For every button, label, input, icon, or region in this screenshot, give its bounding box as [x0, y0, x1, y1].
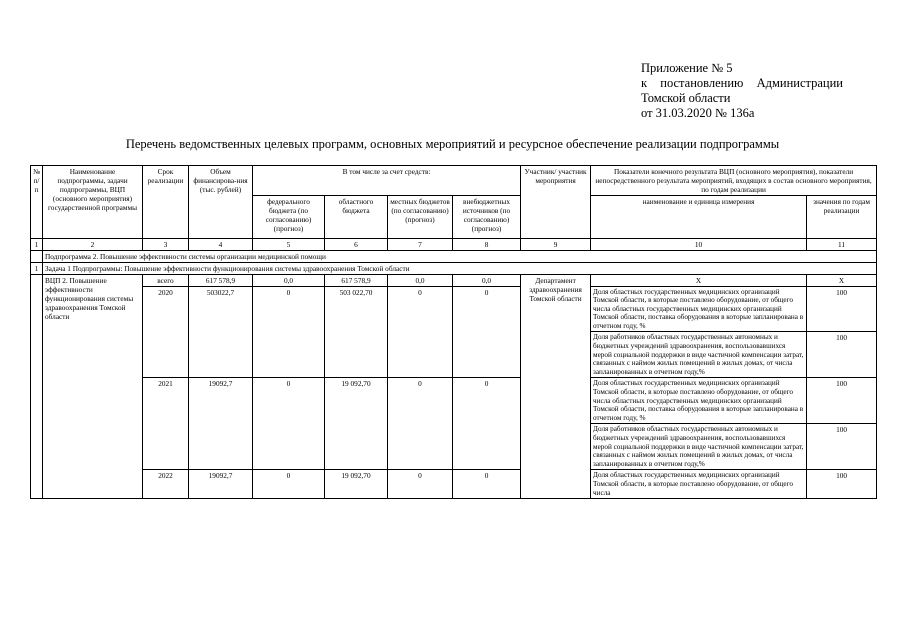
- document-title: Перечень ведомственных целевых программ, основных мероприятий и ресурсное обеспечение реализации подпрограммы: [125, 137, 780, 151]
- indicator-value: 100: [807, 424, 877, 470]
- appendix-line-3: Томской области: [641, 91, 731, 105]
- program-participant: Департамент здравоохранения Томской области: [521, 274, 591, 499]
- col-number: 1: [31, 238, 43, 250]
- appendix-word-decree: постановлению: [660, 76, 744, 90]
- header-ind-name: наименование и единица измерения: [591, 196, 807, 217]
- program-num: [31, 274, 43, 499]
- total-extra: 0,0: [453, 274, 521, 286]
- programs-table: [30, 165, 877, 499]
- year-local: 0: [388, 378, 453, 470]
- program-name: ВЦП 2. Повышение эффективности функционирования системы здравоохранения Томской области: [43, 274, 143, 499]
- year-federal: 0: [253, 470, 325, 499]
- year-term: 2021: [143, 378, 189, 470]
- header-federal: федерального бюджета (по согласованию) (прогноз): [253, 196, 325, 239]
- header-including: В том числе за счет средств:: [253, 166, 521, 196]
- col-number: 3: [143, 238, 189, 250]
- indicator-name: Доля работников областных государственных автономных и бюджетных учреждений здравоохранения, воспользовавшихся мерой социальной поддержки в виде частичной компенсации затрат, связанных с наймом жилых помещений в жилых домах, от числа запланированных в отчетном году,%: [591, 332, 807, 378]
- header-regional: областного бюджета: [325, 196, 388, 239]
- indicator-value: 100: [807, 332, 877, 378]
- subprogram-num: [31, 250, 43, 262]
- indicator-name: Доля областных государственных медицинских организаций Томской области, в которые поставлено оборудование, от общего числа областных государственных медицинских организаций Томской области, поставка оборудования в которые запланирована в отчетном году, %: [591, 378, 807, 424]
- col-number: 7: [388, 238, 453, 250]
- header-local: местных бюджетов (по согласованию) (прогноз): [388, 196, 453, 239]
- header-volume: Объем финансирова-ния (тыс. рублей): [189, 166, 253, 239]
- year-extra: 0: [453, 378, 521, 470]
- column-numbers-row: [31, 238, 877, 250]
- year-federal: 0: [253, 378, 325, 470]
- year-row-2020-a: [31, 286, 877, 332]
- header-indicators: Показатели конечного результата ВЦП (основного мероприятия), показатели непосредственного результата мероприятий, входящих в состав основного мероприятия, по годам реализации: [591, 166, 877, 196]
- col-number: 5: [253, 238, 325, 250]
- indicator-value: 100: [807, 286, 877, 332]
- year-term: 2020: [143, 286, 189, 378]
- col-number: 11: [807, 238, 877, 250]
- total-ind-value: Х: [807, 274, 877, 286]
- appendix-line-2: [641, 76, 843, 91]
- year-row-2021-a: [31, 378, 877, 424]
- appendix-line-1: Приложение № 5: [641, 61, 733, 75]
- appendix-word-administration: Администрации: [756, 76, 843, 90]
- subprogram-title: Подпрограмма 2. Повышение эффективности системы организации медицинской помощи: [43, 250, 877, 262]
- col-number: 2: [43, 238, 143, 250]
- col-number: 6: [325, 238, 388, 250]
- col-number: 4: [189, 238, 253, 250]
- total-volume: 617 578,9: [189, 274, 253, 286]
- appendix-word-k: к: [641, 76, 648, 90]
- year-regional: 503 022,70: [325, 286, 388, 378]
- col-number: 9: [521, 238, 591, 250]
- header-term: Срок реализации: [143, 166, 189, 239]
- year-local: 0: [388, 286, 453, 378]
- task-row: [31, 262, 877, 274]
- year-regional: 19 092,70: [325, 378, 388, 470]
- subprogram-row: [31, 250, 877, 262]
- indicator-value: 100: [807, 470, 877, 499]
- header-ind-value-spacer: [807, 216, 877, 238]
- header-ind-name-spacer: [591, 216, 807, 238]
- appendix-block: [641, 61, 861, 121]
- col-number: 8: [453, 238, 521, 250]
- indicator-name: Доля работников областных государственных автономных и бюджетных учреждений здравоохранения, воспользовавшихся мерой социальной поддержки в виде частичной компенсации затрат, связанных с наймом жилых помещений в жилых домах, от числа запланированных в отчетном году,%: [591, 424, 807, 470]
- total-term: всего: [143, 274, 189, 286]
- header-name: Наименование подпрограммы, задачи подпрограммы, ВЦП (основного мероприятия) государственной программы: [43, 166, 143, 239]
- year-regional: 19 092,70: [325, 470, 388, 499]
- task-title: Задача 1 Подпрограммы: Повышение эффективности функционирования системы здравоохранения Томской области: [43, 262, 877, 274]
- year-row-2022-a: [31, 470, 877, 499]
- year-extra: 0: [453, 286, 521, 378]
- year-federal: 0: [253, 286, 325, 378]
- indicator-name: Доля областных государственных медицинских организаций Томской области, в которые поставлено оборудование, от общего числа областных государственных медицинских организаций Томской области, поставка оборудования в которые запланирована в отчетном году, %: [591, 286, 807, 332]
- year-volume: 19092,7: [189, 470, 253, 499]
- total-regional: 617 578,9: [325, 274, 388, 286]
- year-extra: 0: [453, 470, 521, 499]
- header-row-1: [31, 166, 877, 196]
- header-participant: Участник/ участник мероприятия: [521, 166, 591, 239]
- col-number: 10: [591, 238, 807, 250]
- total-ind-name: Х: [591, 274, 807, 286]
- total-local: 0,0: [388, 274, 453, 286]
- total-row: [31, 274, 877, 286]
- header-ind-value: значения по годам реализации: [807, 196, 877, 217]
- year-term: 2022: [143, 470, 189, 499]
- year-volume: 19092,7: [189, 378, 253, 470]
- header-extra: внебюджетных источников (по согласованию) (прогноз): [453, 196, 521, 239]
- task-num: 1: [31, 262, 43, 274]
- appendix-line-4: от 31.03.2020 № 136а: [641, 106, 755, 120]
- year-local: 0: [388, 470, 453, 499]
- total-federal: 0,0: [253, 274, 325, 286]
- indicator-value: 100: [807, 378, 877, 424]
- header-num: № п/п: [31, 166, 43, 239]
- indicator-name: Доля областных государственных медицинских организаций Томской области, в которые поставлено оборудование, от общего числа: [591, 470, 807, 499]
- year-volume: 503022,7: [189, 286, 253, 378]
